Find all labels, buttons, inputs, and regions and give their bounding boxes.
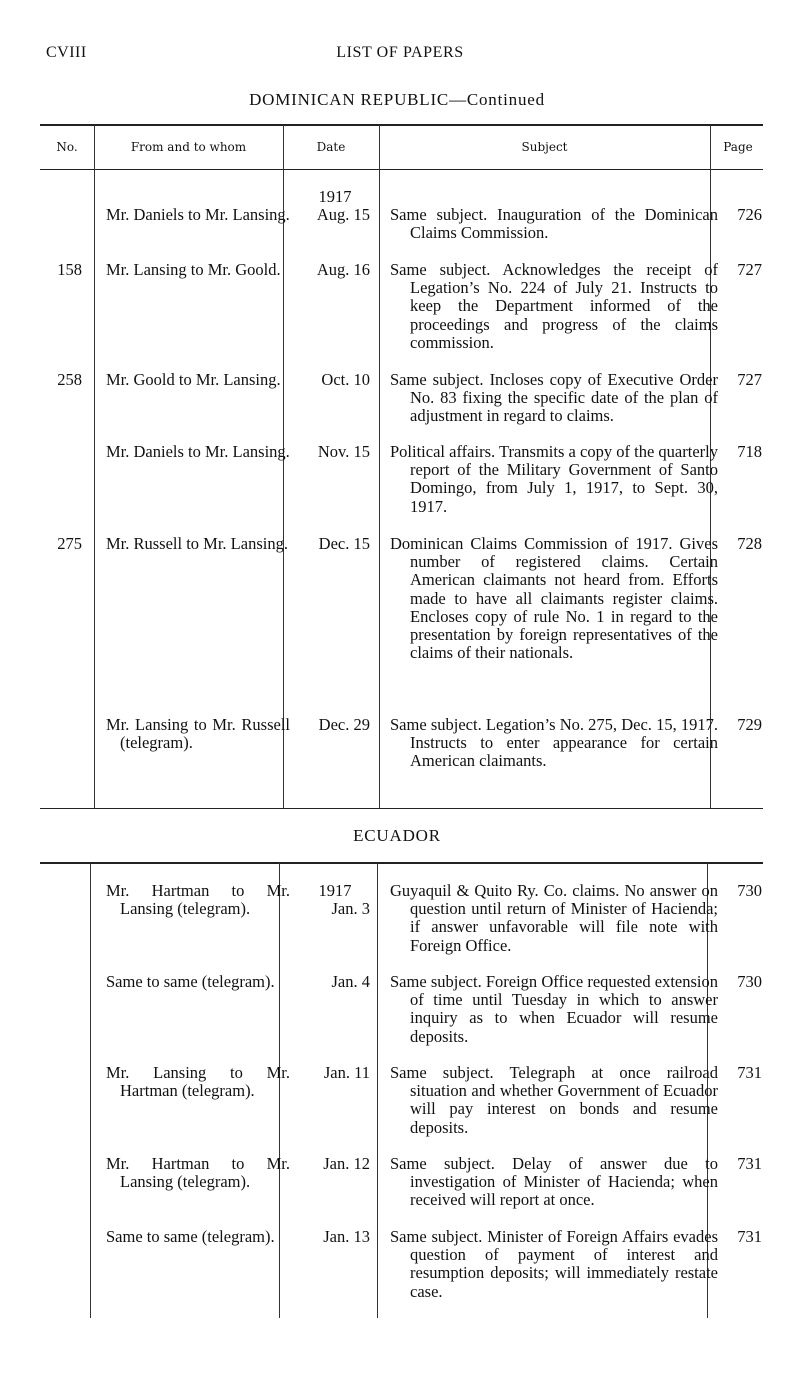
from-to: Mr. Lansing to Mr. Hartman (telegram). [106,1063,290,1101]
paper-date: Jan. 12 [323,1154,370,1173]
from-to: Mr. Daniels to Mr. Lansing. [106,442,290,461]
column-divider [283,125,284,808]
section-title-ecuador: ECUADOR [353,826,441,845]
page-ref: 726 [737,205,762,224]
page-folio: CVIII [46,44,87,61]
paper-date: Jan. 13 [323,1227,370,1246]
from-to: Same to same (telegram). [106,972,275,991]
year-label: 1917 [318,881,352,900]
paper-date: Jan. 3 [331,899,370,919]
column-header-subject: Subject [521,140,568,154]
column-header-page: Page [723,140,753,154]
table-header-rule [40,169,763,170]
column-divider [94,125,95,808]
paper-number: 158 [57,260,82,279]
table-bottom-rule [40,808,763,809]
subject: Same subject. Inauguration of the Dominican Claims Commission. [390,205,718,243]
section-title-dominican-republic: DOMINICAN REPUBLIC—Continued [249,90,545,109]
from-to: Mr. Lansing to Mr. Goold. [106,260,281,279]
subject: Same subject. Incloses copy of Executive Order No. 83 fixing the specific date of the plan of adjustment in regard to claims. [390,370,718,426]
subject: Dominican Claims Commission of 1917. Gives number of registered claims. Certain American claimants not heard from. Efforts made to have all claimants register claims. Encloses copy of rule No. 1 in regard to the presentation by foreign representatives of the claims of their nationals. [390,534,718,663]
page-ref: 728 [737,534,762,553]
subject: Same subject. Delay of answer due to investigation of Minister of Hacienda; when received will report at once. [390,1154,718,1210]
subject: Same subject. Legation’s No. 275, Dec. 15, 1917. Instructs to enter appearance for certain American claimants. [390,715,718,771]
page-ref: 731 [737,1154,762,1173]
page-ref: 727 [737,370,762,389]
paper-date: Jan. 4 [331,972,370,991]
table-top-rule [40,124,763,126]
from-to: Mr. Hartman to Mr. Lansing (telegram). [106,881,290,919]
page-ref: 727 [737,260,762,279]
table-top-rule [40,862,763,864]
subject: Same subject. Minister of Foreign Affairs evades question of payment of interest and resumption deposits; will immediately restate case. [390,1227,718,1301]
subject: Same subject. Foreign Office requested extension of time until Tuesday in which to answer inquiry as to when Ecuador will resume deposits. [390,972,718,1046]
paper-date: Dec. 15 [318,534,370,553]
paper-date: Jan. 11 [323,1063,370,1082]
from-to: Mr. Lansing to Mr. Russell (telegram). [106,715,290,753]
paper-number: 258 [57,370,82,389]
from-to: Mr. Daniels to Mr. Lansing. [106,205,290,224]
subject: Same subject. Acknowledges the receipt of Legation’s No. 224 of July 21. Instructs to keep the Department informed of the proceedings and progress of the claims commission. [390,260,718,352]
page-ref: 718 [737,442,762,461]
paper-date: Aug. 16 [316,260,370,279]
paper-date: Aug. 15 [316,205,370,225]
paper-date: Dec. 29 [318,715,370,734]
from-to: Mr. Russell to Mr. Lansing. [106,534,288,553]
paper-date: Nov. 15 [317,442,370,461]
from-to: Mr. Hartman to Mr. Lansing (telegram). [106,1154,290,1192]
from-to: Same to same (telegram). [106,1227,275,1246]
page-ref: 729 [737,715,762,734]
column-divider [90,863,91,1318]
subject: Same subject. Telegraph at once railroad situation and whether Government of Ecuador will pay interest on bonds and resume deposits. [390,1063,718,1137]
running-title: LIST OF PAPERS [336,44,464,61]
paper-number: 275 [57,534,82,553]
page-header [46,44,754,68]
column-divider [379,125,380,808]
page-ref: 731 [737,1227,762,1246]
subject: Guyaquil & Quito Ry. Co. claims. No answer on question until return of Minister of Hacienda; if answer unfavorable will file note with Foreign Office. [390,881,718,955]
page-ref: 730 [737,972,762,991]
paper-date: Oct. 10 [321,370,370,389]
page-ref: 731 [737,1063,762,1082]
year-label: 1917 [318,187,352,206]
page-ref: 730 [737,881,762,900]
column-header-no: No. [56,140,78,154]
from-to: Mr. Goold to Mr. Lansing. [106,370,281,389]
subject: Political affairs. Transmits a copy of the quarterly report of the Military Government of Santo Domingo, from July 1, 1917, to Sept. 30, 1917. [390,442,718,516]
column-header-date: Date [316,140,346,154]
column-divider [377,863,378,1318]
column-header-from-to: From and to whom [130,140,247,154]
